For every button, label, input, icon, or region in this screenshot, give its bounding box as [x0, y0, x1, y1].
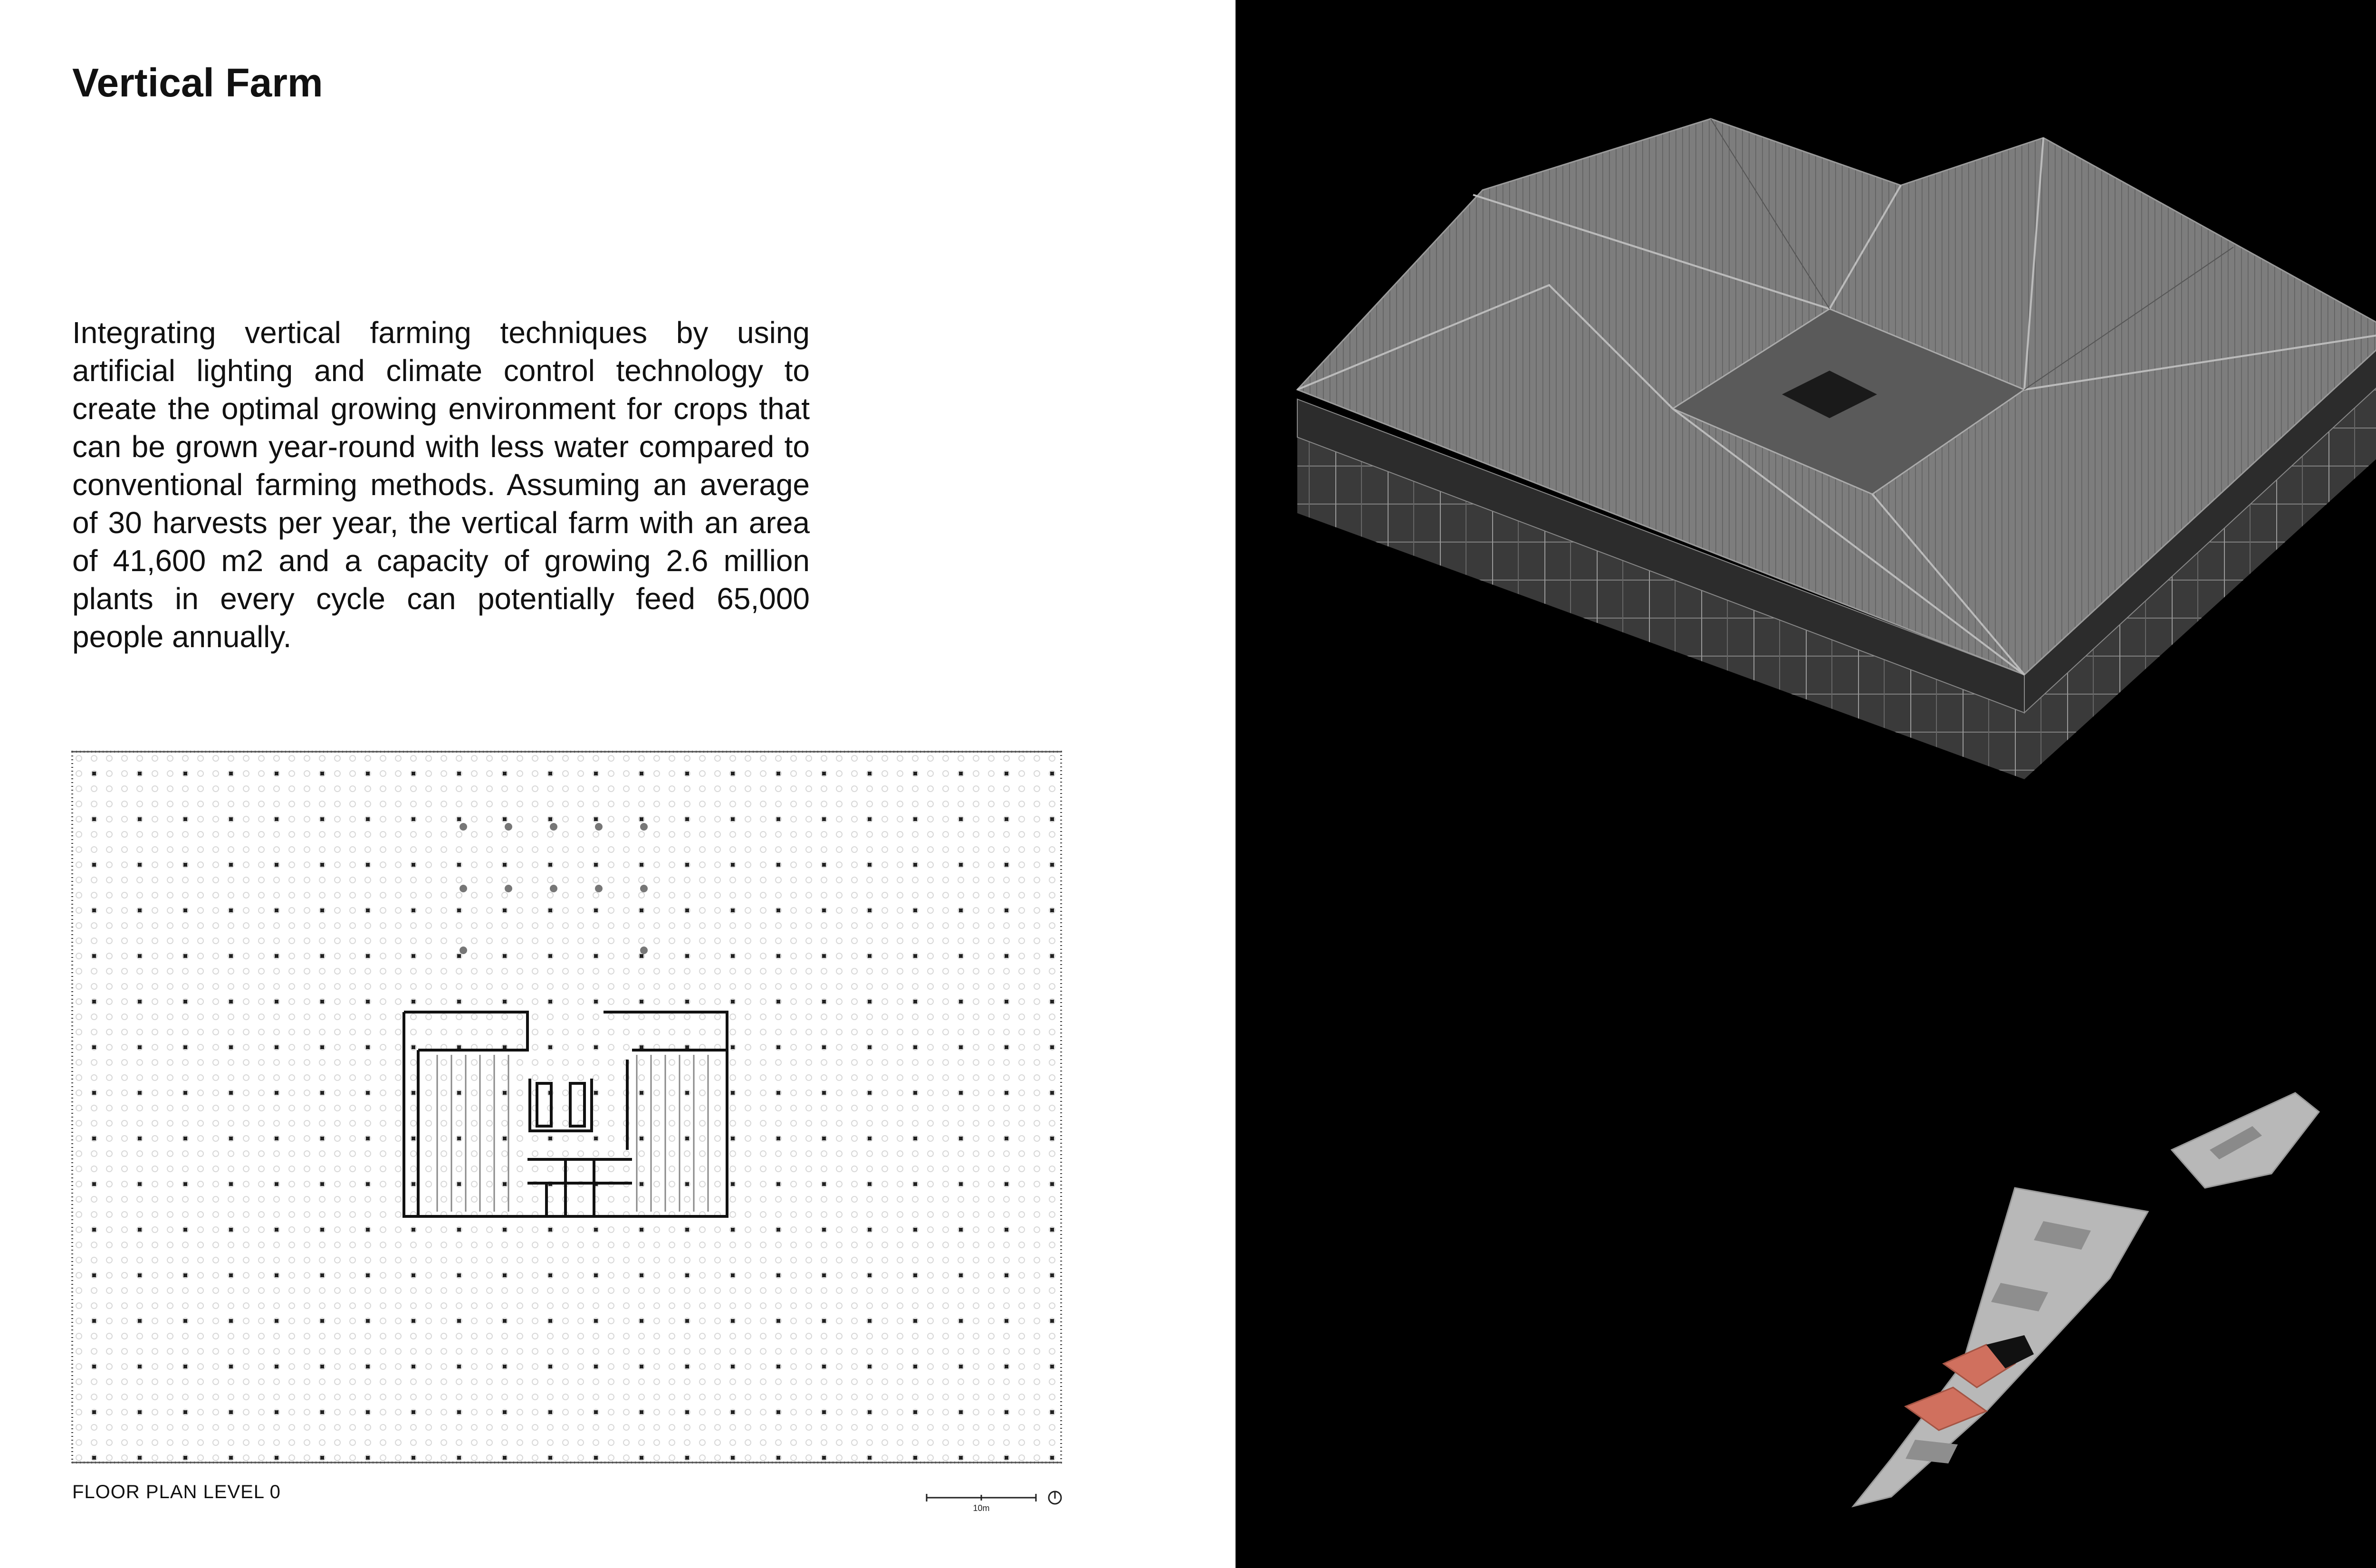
page-title: Vertical Farm — [72, 60, 323, 105]
north-arrow-icon — [1049, 1492, 1061, 1504]
floor-plan-label: FLOOR PLAN LEVEL 0 — [72, 1482, 281, 1502]
scale-bar — [922, 1487, 1064, 1525]
site-model-drawing — [1844, 1079, 2324, 1516]
project-description: Integrating vertical farming techniques by using artificial lighting and climate control technology to create the optimal growing environment for crops that can be grown year-round with less water compared to conventional farming methods. Assuming an average of 30 harvests per year, the vertical farm with an area of 41,600 m2 and a capacity of growing 2.6 million plants in every cycle can potentially feed 65,000 people annually. — [72, 316, 810, 654]
axonometric-building-drawing — [1283, 86, 2376, 808]
floor-plan-drawing — [71, 751, 1062, 1463]
scale-label: 10m — [973, 1503, 990, 1513]
